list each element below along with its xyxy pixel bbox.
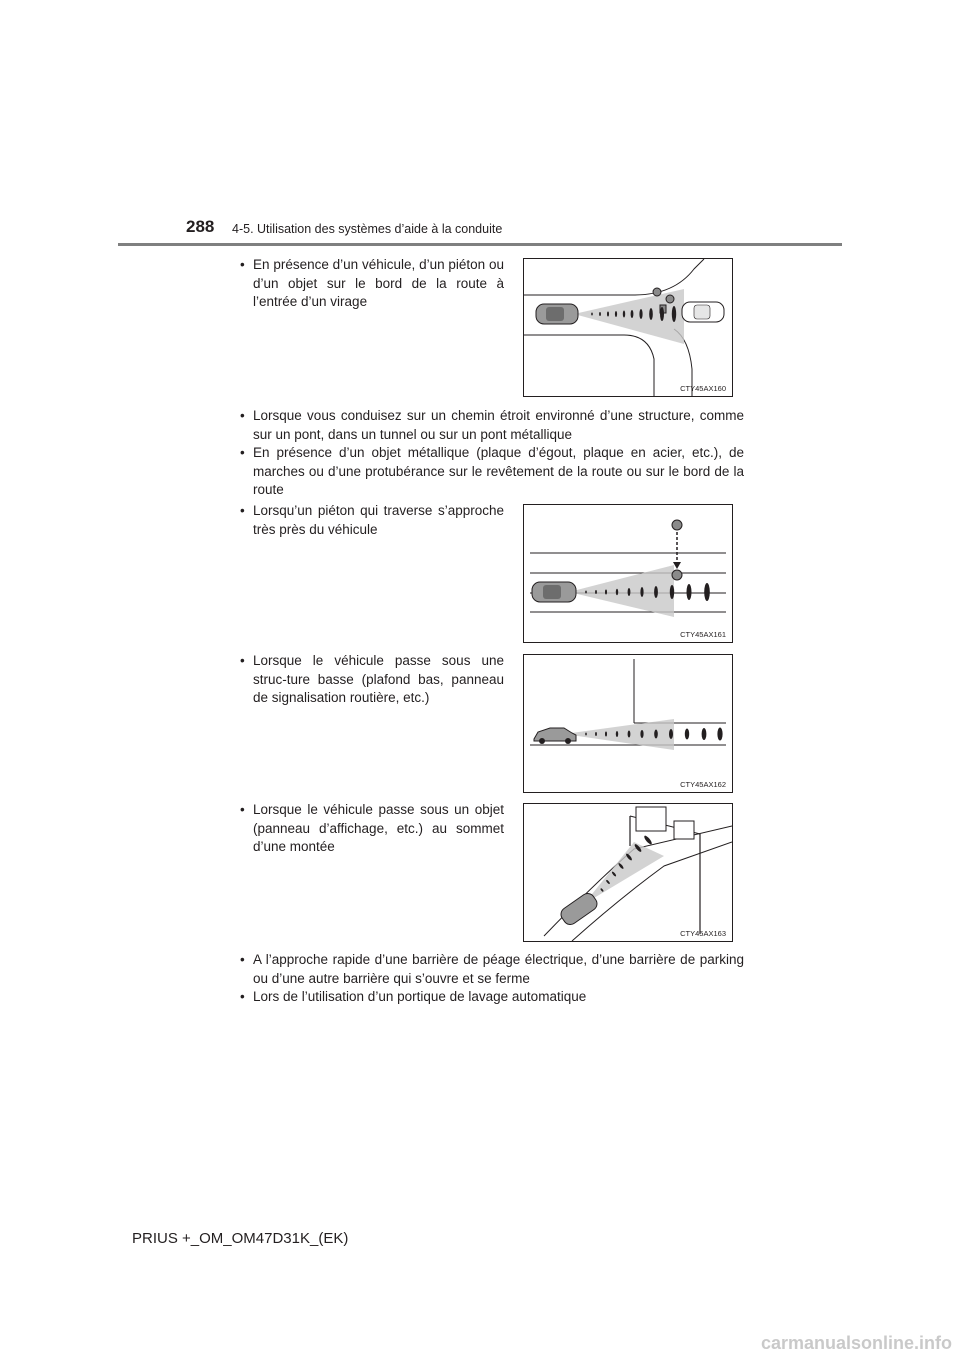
crossing-illustration bbox=[524, 505, 732, 642]
bullet-low-structure: • Lorsque le véhicule passe sous une struc-ture basse (plafond bas, panneau de signalisation routière, etc.) bbox=[238, 652, 504, 708]
figure-low-structure bbox=[523, 654, 733, 793]
bullet-car-wash: • Lors de l’utilisation d’un portique de lavage automatique bbox=[238, 988, 744, 1007]
bullet-group-5 bbox=[238, 801, 504, 857]
section-title: 4-5. Utilisation des systèmes d’aide à la conduite bbox=[232, 222, 503, 236]
low-structure-illustration bbox=[524, 655, 732, 792]
figure-crossing bbox=[523, 504, 733, 643]
document-code: PRIUS +_OM_OM47D31K_(EK) bbox=[132, 1230, 349, 1247]
figure-code: CTY45AX160 bbox=[680, 384, 726, 393]
figure-code: CTY45AX162 bbox=[680, 780, 726, 789]
car-ego-icon bbox=[532, 582, 576, 602]
bullet-group-2 bbox=[238, 407, 744, 500]
car-oncoming-icon bbox=[682, 302, 724, 322]
header-rule bbox=[118, 243, 842, 246]
bullet-toll-barrier: • A l’approche rapide d’une barrière de péage électrique, d’une barrière de parking ou d’une autre barrière qui s’ouvre et se ferme bbox=[238, 951, 744, 988]
figure-curve bbox=[523, 258, 733, 397]
hill-sign-illustration bbox=[524, 804, 732, 941]
bullet-group-4 bbox=[238, 652, 504, 708]
bullet-group-6 bbox=[238, 951, 744, 1007]
bullet-narrow-path: • Lorsque vous conduisez sur un chemin étroit environné d’une structure, comme sur un pont, dans un tunnel ou sur un pont métallique bbox=[238, 407, 744, 444]
figure-code: CTY45AX161 bbox=[680, 630, 726, 639]
bullet-group-1 bbox=[238, 256, 504, 312]
bullet-vehicle-at-curve: • En présence d’un véhicule, d’un piéton ou d’un objet sur le bord de la route à l’entrée d’un virage bbox=[238, 256, 504, 312]
page-number: 288 bbox=[186, 217, 215, 236]
car-ego-icon bbox=[536, 304, 578, 324]
bullet-group-3 bbox=[238, 502, 504, 539]
figure-code: CTY45AX163 bbox=[680, 929, 726, 938]
bullet-metal-object: • En présence d’un objet métallique (plaque d’égout, plaque en acier, etc.), de marches ou d’une protubérance sur le revêtement de la route ou sur le bord de la route bbox=[238, 444, 744, 500]
figure-hill-sign bbox=[523, 803, 733, 942]
bullet-crossing-pedestrian: • Lorsqu’un piéton qui traverse s’approche très près du véhicule bbox=[238, 502, 504, 539]
signboard-icon bbox=[630, 807, 700, 934]
bullet-hill-sign: • Lorsque le véhicule passe sous un objet (panneau d’affichage, etc.) au sommet d’une montée bbox=[238, 801, 504, 857]
curve-illustration bbox=[524, 259, 732, 396]
car-side-icon bbox=[534, 728, 576, 744]
watermark: carmanualsonline.info bbox=[760, 1333, 952, 1353]
